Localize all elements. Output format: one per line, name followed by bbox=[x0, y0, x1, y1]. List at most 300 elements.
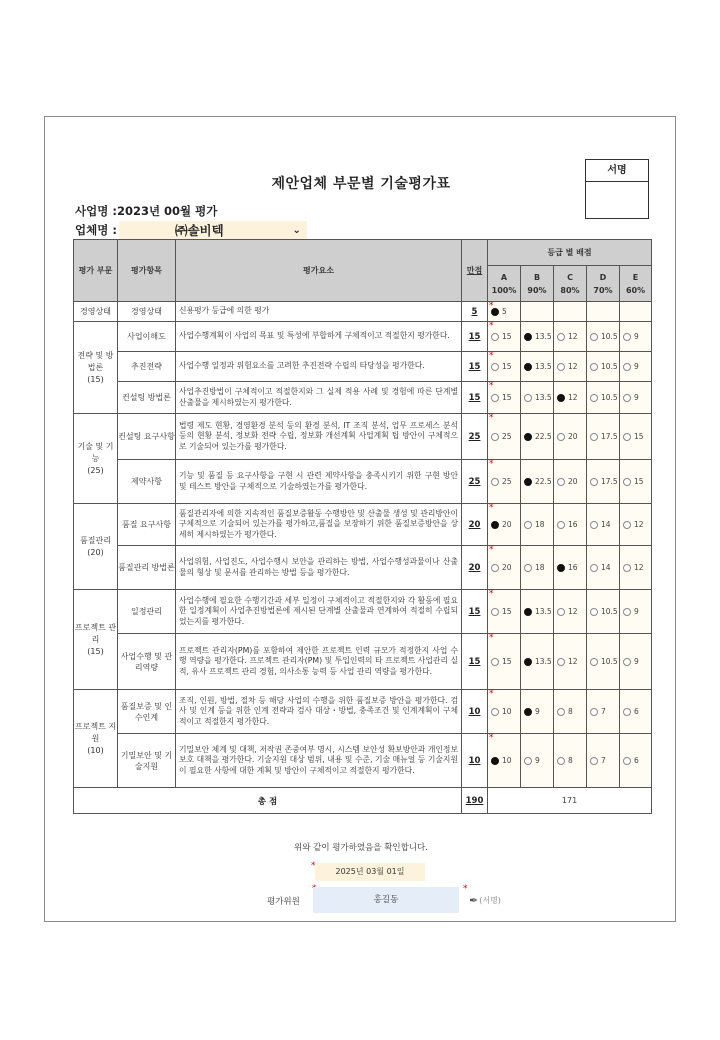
header-grade-d bbox=[587, 266, 620, 302]
grade-percent: 80% bbox=[560, 285, 580, 295]
category-cell bbox=[74, 414, 118, 504]
grade-option[interactable] bbox=[554, 756, 586, 765]
element-cell: 기능 및 품질 등 요구사항을 구현 시 관련 제약사항을 충족시키기 위한 구현 방안 및 테스트 방안을 구체적으로 기술하였는가를 평가한다. bbox=[176, 460, 462, 504]
grade-cell bbox=[620, 690, 652, 734]
radio-button[interactable] bbox=[524, 658, 532, 666]
grade-option[interactable] bbox=[587, 607, 619, 616]
grade-cell bbox=[554, 734, 587, 788]
grade-cell bbox=[587, 734, 620, 788]
business-name-line bbox=[75, 203, 217, 219]
radio-button[interactable] bbox=[524, 394, 532, 402]
table-row bbox=[74, 690, 652, 734]
header-category: 평가 부문 bbox=[74, 240, 118, 302]
grade-cell bbox=[521, 546, 554, 590]
header-element: 평가요소 bbox=[176, 240, 462, 302]
grade-option-label: 13.5 bbox=[535, 362, 552, 371]
grade-option[interactable] bbox=[521, 607, 553, 616]
radio-button[interactable] bbox=[590, 433, 598, 441]
grade-option-label: 9 bbox=[535, 707, 540, 716]
category-name: 품질관리 bbox=[80, 535, 111, 545]
grade-option-label: 9 bbox=[634, 332, 639, 341]
grade-cell bbox=[521, 634, 554, 690]
radio-button[interactable] bbox=[524, 478, 532, 486]
grade-cell bbox=[620, 590, 652, 634]
radio-button[interactable] bbox=[557, 708, 565, 716]
table-row bbox=[74, 352, 652, 382]
element-cell: 사업추진방법이 구체적이고 적절한지와 그 실제 적용 사례 및 경험에 따른 단계별 산출물을 제시하였는지 평가한다. bbox=[176, 382, 462, 414]
radio-button[interactable] bbox=[491, 433, 499, 441]
total-score: 171 bbox=[488, 788, 652, 814]
grade-option-label: 12 bbox=[568, 657, 578, 666]
grade-cell bbox=[587, 504, 620, 546]
table-row bbox=[74, 414, 652, 460]
grade-option-label: 7 bbox=[601, 756, 606, 765]
required-mark: * bbox=[489, 321, 494, 331]
grade-option[interactable] bbox=[521, 756, 553, 765]
grade-option[interactable] bbox=[587, 393, 619, 402]
grade-option[interactable] bbox=[488, 332, 520, 341]
grade-option[interactable] bbox=[488, 607, 520, 616]
company-select-value: ㈜솔비텍 bbox=[174, 223, 224, 238]
grade-option[interactable] bbox=[554, 707, 586, 716]
table-row bbox=[74, 634, 652, 690]
grade-option-label: 15 bbox=[502, 362, 512, 371]
table-row bbox=[74, 546, 652, 590]
radio-button[interactable] bbox=[623, 658, 631, 666]
max-score-cell: 10 bbox=[462, 734, 488, 788]
element-cell: 사업위험, 사업진도, 사업수행시 보안을 관리하는 방법, 사업수행성과물이나 산출물의 형상 및 문서를 관리하는 방법 등을 평가한다. bbox=[176, 546, 462, 590]
radio-button[interactable] bbox=[557, 564, 565, 572]
grade-cell bbox=[587, 352, 620, 382]
grade-cell bbox=[587, 546, 620, 590]
grade-option-label: 10 bbox=[502, 707, 512, 716]
grade-option-label: 15 bbox=[502, 393, 512, 402]
evaluator-label: 평가위원 bbox=[267, 897, 300, 907]
category-weight: (25) bbox=[87, 465, 104, 475]
grade-option[interactable] bbox=[521, 520, 553, 529]
pen-icon: ✒ bbox=[469, 893, 479, 907]
item-cell: 품질관리 방법론 bbox=[118, 546, 176, 590]
grade-option-label: 15 bbox=[634, 432, 644, 441]
grade-option-label: 6 bbox=[634, 756, 639, 765]
grade-cell bbox=[488, 504, 521, 546]
category-cell bbox=[74, 322, 118, 414]
element-cell: 사업수행계획이 사업의 목표 및 특성에 부합하게 구체적이고 적절한지 평가한다. bbox=[176, 322, 462, 352]
grade-option-label: 13.5 bbox=[535, 657, 552, 666]
item-cell: 기밀보안 및 기술지원 bbox=[118, 734, 176, 788]
category-weight: (15) bbox=[87, 646, 104, 656]
max-score-cell: 20 bbox=[462, 546, 488, 590]
grade-option-label: 22.5 bbox=[535, 477, 552, 486]
radio-button[interactable] bbox=[491, 757, 499, 765]
grade-option-label: 8 bbox=[568, 707, 573, 716]
grade-cell bbox=[521, 414, 554, 460]
grade-option[interactable] bbox=[488, 563, 520, 572]
grade-option[interactable] bbox=[587, 563, 619, 572]
element-cell: 사업수행 일정과 위험요소를 고려한 추진전략 수립의 타당성을 평가한다. bbox=[176, 352, 462, 382]
header-grade-group: 등급 별 배점 bbox=[488, 240, 652, 266]
grade-cell bbox=[521, 690, 554, 734]
category-cell bbox=[74, 504, 118, 590]
radio-button[interactable] bbox=[524, 608, 532, 616]
item-cell: 컨설팅 요구사항 bbox=[118, 414, 176, 460]
grade-cell bbox=[587, 634, 620, 690]
grade-cell bbox=[521, 322, 554, 352]
grade-percent: 70% bbox=[593, 285, 613, 295]
grade-option-label: 15 bbox=[502, 607, 512, 616]
grade-option[interactable] bbox=[521, 362, 553, 371]
signature-box bbox=[585, 159, 649, 219]
max-score-cell: 15 bbox=[462, 352, 488, 382]
radio-button[interactable] bbox=[524, 433, 532, 441]
grade-option[interactable] bbox=[620, 657, 651, 666]
radio-button[interactable] bbox=[590, 757, 598, 765]
grade-cell bbox=[554, 460, 587, 504]
grade-option[interactable] bbox=[488, 432, 520, 441]
grade-option[interactable] bbox=[554, 332, 586, 341]
grade-option-label: 12 bbox=[634, 520, 644, 529]
grade-option[interactable] bbox=[620, 432, 651, 441]
table-row bbox=[74, 302, 652, 322]
grade-option[interactable] bbox=[521, 477, 553, 486]
radio-button[interactable] bbox=[491, 363, 499, 371]
grade-option-label: 17.5 bbox=[601, 477, 618, 486]
confirm-text: 위와 같이 평가하였음을 확인합니다. bbox=[294, 843, 428, 853]
grade-option-label: 18 bbox=[535, 520, 545, 529]
element-cell: 조직, 인원, 방법, 절차 등 해당 사업의 수행을 위한 품질보증 방안을 평가한다. 검사 및 인계 등을 위한 인계 전략과 검사 대상・방법, 충족조건 및 인계계획이 구체적이고 적절한지 평가한다. bbox=[176, 690, 462, 734]
grade-option[interactable] bbox=[587, 707, 619, 716]
grade-percent: 60% bbox=[625, 285, 646, 295]
grade-cell bbox=[521, 504, 554, 546]
table-row bbox=[74, 382, 652, 414]
header-item: 평가항목 bbox=[118, 240, 176, 302]
grade-cell bbox=[554, 690, 587, 734]
grade-option-label: 10.5 bbox=[601, 657, 618, 666]
grade-option-label: 20 bbox=[502, 563, 512, 572]
radio-button[interactable] bbox=[524, 564, 532, 572]
category-cell bbox=[74, 590, 118, 690]
radio-button[interactable] bbox=[590, 608, 598, 616]
radio-button[interactable] bbox=[491, 708, 499, 716]
radio-button[interactable] bbox=[590, 478, 598, 486]
grade-cell bbox=[587, 382, 620, 414]
radio-button[interactable] bbox=[491, 658, 499, 666]
evaluation-table bbox=[73, 239, 652, 814]
required-mark: * bbox=[463, 884, 468, 894]
required-mark: * bbox=[489, 351, 494, 361]
max-score-cell: 15 bbox=[462, 322, 488, 352]
grade-cell bbox=[587, 590, 620, 634]
category-cell bbox=[74, 302, 118, 322]
radio-button[interactable] bbox=[524, 333, 532, 341]
grade-letter: A bbox=[500, 272, 508, 282]
max-score-cell: 25 bbox=[462, 460, 488, 504]
radio-button[interactable] bbox=[557, 433, 565, 441]
grade-option[interactable] bbox=[488, 520, 520, 529]
total-row bbox=[74, 788, 652, 814]
grade-option-label: 12 bbox=[568, 362, 578, 371]
category-name: 프로젝트 관리 bbox=[74, 622, 117, 644]
grade-option[interactable] bbox=[554, 563, 586, 572]
required-mark: * bbox=[489, 381, 494, 391]
grade-option[interactable] bbox=[587, 520, 619, 529]
grade-option[interactable] bbox=[521, 332, 553, 341]
radio-button[interactable] bbox=[590, 394, 598, 402]
grade-option[interactable] bbox=[587, 477, 619, 486]
radio-button[interactable] bbox=[524, 708, 532, 716]
max-score-cell: 15 bbox=[462, 382, 488, 414]
grade-option[interactable] bbox=[587, 332, 619, 341]
header-grade-e bbox=[620, 266, 652, 302]
grade-cell bbox=[620, 352, 652, 382]
radio-button[interactable] bbox=[623, 478, 631, 486]
grade-option-label: 10.5 bbox=[601, 393, 618, 402]
category-name: 기술 및 기능 bbox=[77, 441, 114, 463]
grade-option-label: 9 bbox=[634, 393, 639, 402]
grade-option-label: 16 bbox=[568, 563, 578, 572]
grade-cell bbox=[587, 302, 620, 322]
grade-option[interactable] bbox=[620, 607, 651, 616]
element-cell: 법령 제도 현황, 경영환경 분석 등의 환경 분석, IT 조직 분석, 업무 프로세스 분석 등의 현황 분석, 정보화 전략 수립, 정보화 개선계획 사업계획 팁 방안이 구체적으로 기술되어 있는가를 평가한다. bbox=[176, 414, 462, 460]
radio-button[interactable] bbox=[623, 608, 631, 616]
company-line bbox=[75, 221, 307, 239]
radio-button[interactable] bbox=[491, 608, 499, 616]
category-weight: (15) bbox=[87, 374, 104, 384]
radio-button[interactable] bbox=[491, 521, 499, 529]
radio-button[interactable] bbox=[524, 757, 532, 765]
grade-option-label: 7 bbox=[601, 707, 606, 716]
grade-cell bbox=[521, 352, 554, 382]
grade-cell bbox=[521, 734, 554, 788]
category-weight: (20) bbox=[87, 547, 104, 557]
item-cell: 경영상태 bbox=[118, 302, 176, 322]
grade-cell bbox=[620, 504, 652, 546]
grade-option-label: 15 bbox=[502, 657, 512, 666]
grade-cell bbox=[488, 590, 521, 634]
element-cell: 프로젝트 관리자(PM)를 포함하여 제안한 프로젝트 인력 규모가 적정한지 사업 수행 역량을 평가한다. 프로젝트 관리자(PM) 및 투입인력의 타 프로젝트 사업관리 실적, 유사 프로젝트 관리 경험, 의사소통 능력 등 사업 관리 역량을 평가한다. bbox=[176, 634, 462, 690]
radio-button[interactable] bbox=[557, 394, 565, 402]
grade-cell bbox=[587, 690, 620, 734]
radio-button[interactable] bbox=[623, 433, 631, 441]
table-row bbox=[74, 590, 652, 634]
required-mark: * bbox=[311, 861, 316, 871]
company-label: 업체명 : bbox=[75, 223, 117, 237]
grade-option-label: 10.5 bbox=[601, 362, 618, 371]
grade-cell bbox=[488, 302, 521, 322]
grade-option-label: 25 bbox=[502, 432, 512, 441]
grade-option[interactable] bbox=[488, 756, 520, 765]
evaluator-name-field[interactable]: 홍길동 bbox=[313, 887, 459, 913]
radio-button[interactable] bbox=[491, 478, 499, 486]
grade-option[interactable] bbox=[554, 393, 586, 402]
grade-option[interactable] bbox=[488, 707, 520, 716]
grade-option[interactable] bbox=[521, 393, 553, 402]
total-max-score: 190 bbox=[462, 788, 488, 814]
grade-option[interactable] bbox=[587, 657, 619, 666]
grade-option-label: 8 bbox=[568, 756, 573, 765]
grade-option-label: 15 bbox=[634, 477, 644, 486]
total-label: 총 점 bbox=[74, 788, 462, 814]
grade-cell bbox=[620, 546, 652, 590]
radio-button[interactable] bbox=[623, 333, 631, 341]
radio-button[interactable] bbox=[623, 394, 631, 402]
grade-cell bbox=[521, 460, 554, 504]
grade-option[interactable] bbox=[620, 393, 651, 402]
header-grade-b bbox=[521, 266, 554, 302]
radio-button[interactable] bbox=[557, 478, 565, 486]
grade-option-label: 9 bbox=[535, 756, 540, 765]
grade-cell bbox=[488, 460, 521, 504]
table-row bbox=[74, 734, 652, 788]
grade-option[interactable] bbox=[488, 362, 520, 371]
grade-option[interactable] bbox=[587, 362, 619, 371]
grade-percent: 100% bbox=[491, 285, 517, 295]
company-select[interactable] bbox=[119, 221, 307, 239]
grade-option[interactable] bbox=[554, 432, 586, 441]
radio-button[interactable] bbox=[557, 521, 565, 529]
grade-option[interactable] bbox=[554, 477, 586, 486]
grade-option-label: 12 bbox=[568, 332, 578, 341]
radio-button[interactable] bbox=[491, 394, 499, 402]
grade-option[interactable] bbox=[620, 362, 651, 371]
grade-percent: 90% bbox=[527, 285, 547, 295]
radio-button[interactable] bbox=[557, 658, 565, 666]
radio-button[interactable] bbox=[590, 333, 598, 341]
grade-cell bbox=[554, 546, 587, 590]
grade-option[interactable] bbox=[554, 362, 586, 371]
required-mark: * bbox=[489, 689, 494, 699]
grade-option[interactable] bbox=[554, 657, 586, 666]
max-score-cell: 25 bbox=[462, 414, 488, 460]
grade-option[interactable] bbox=[554, 607, 586, 616]
radio-button[interactable] bbox=[590, 363, 598, 371]
grade-option[interactable] bbox=[488, 393, 520, 402]
radio-button[interactable] bbox=[623, 564, 631, 572]
radio-button[interactable] bbox=[524, 363, 532, 371]
radio-button[interactable] bbox=[590, 658, 598, 666]
grade-cell bbox=[488, 322, 521, 352]
grade-option[interactable] bbox=[620, 520, 651, 529]
radio-button[interactable] bbox=[590, 564, 598, 572]
radio-button[interactable] bbox=[557, 757, 565, 765]
grade-option-label: 10.5 bbox=[601, 332, 618, 341]
header-grade-c bbox=[554, 266, 587, 302]
item-cell: 품질 요구사항 bbox=[118, 504, 176, 546]
required-mark: * bbox=[489, 413, 494, 423]
grade-option-label: 12 bbox=[568, 393, 578, 402]
grade-letter: C bbox=[567, 272, 573, 282]
grade-cell bbox=[554, 302, 587, 322]
required-mark: * bbox=[489, 459, 494, 469]
grade-cell bbox=[554, 414, 587, 460]
element-cell: 신용평가 등급에 의한 평가 bbox=[176, 302, 462, 322]
item-cell: 컨설팅 방법론 bbox=[118, 382, 176, 414]
grade-option-label: 13.5 bbox=[535, 332, 552, 341]
radio-button[interactable] bbox=[590, 708, 598, 716]
grade-option-label: 9 bbox=[634, 657, 639, 666]
evaluation-sheet bbox=[44, 116, 676, 922]
grade-option-label: 5 bbox=[502, 307, 507, 316]
grade-cell bbox=[554, 590, 587, 634]
grade-option-label: 12 bbox=[634, 563, 644, 572]
radio-button[interactable] bbox=[557, 363, 565, 371]
radio-button[interactable] bbox=[623, 708, 631, 716]
grade-option[interactable] bbox=[620, 707, 651, 716]
grade-option-label: 10.5 bbox=[601, 607, 618, 616]
signature-field[interactable] bbox=[469, 887, 513, 913]
max-score-cell: 15 bbox=[462, 590, 488, 634]
grade-option[interactable] bbox=[521, 432, 553, 441]
table-row bbox=[74, 322, 652, 352]
grade-option[interactable] bbox=[521, 563, 553, 572]
grade-option-label: 20 bbox=[568, 432, 578, 441]
item-cell: 사업수행 및 관리역량 bbox=[118, 634, 176, 690]
grade-letter: D bbox=[599, 272, 607, 282]
grade-cell bbox=[587, 322, 620, 352]
grade-option[interactable] bbox=[521, 707, 553, 716]
required-mark: * bbox=[489, 503, 494, 513]
radio-button[interactable] bbox=[557, 333, 565, 341]
radio-button[interactable] bbox=[623, 521, 631, 529]
grade-option[interactable] bbox=[620, 756, 651, 765]
grade-cell bbox=[554, 382, 587, 414]
radio-button[interactable] bbox=[623, 363, 631, 371]
grade-cell bbox=[488, 690, 521, 734]
grade-cell bbox=[554, 322, 587, 352]
grade-option-label: 13.5 bbox=[535, 607, 552, 616]
grade-letter: E bbox=[632, 272, 639, 282]
header-grade-a bbox=[488, 266, 521, 302]
radio-button[interactable] bbox=[557, 608, 565, 616]
grade-option[interactable] bbox=[554, 520, 586, 529]
grade-option-label: 20 bbox=[502, 520, 512, 529]
grade-option[interactable] bbox=[587, 432, 619, 441]
grade-cell bbox=[488, 382, 521, 414]
radio-button[interactable] bbox=[524, 521, 532, 529]
grade-option[interactable] bbox=[620, 563, 651, 572]
grade-option-label: 17.5 bbox=[601, 432, 618, 441]
grade-option-label: 18 bbox=[535, 563, 545, 572]
element-cell: 기밀보안 체계 및 대책, 저작권 존중여부 명시, 시스템 보안성 확보방안과 개인정보보호 대책을 평가한다. 기술지원 대상 범위, 내용 및 수준, 기술 매뉴얼 등 기술지원이 필요한 사항에 대한 계획 및 방안이 구체적이고 적절한지 평가한다. bbox=[176, 734, 462, 788]
grade-option[interactable] bbox=[587, 756, 619, 765]
grade-option-label: 15 bbox=[502, 332, 512, 341]
grade-cell bbox=[620, 634, 652, 690]
signature-placeholder: (서명) bbox=[479, 895, 501, 905]
grade-option[interactable] bbox=[488, 657, 520, 666]
grade-option-label: 10 bbox=[502, 756, 512, 765]
grade-cell bbox=[488, 546, 521, 590]
radio-button[interactable] bbox=[590, 521, 598, 529]
item-cell: 품질보증 및 인수인계 bbox=[118, 690, 176, 734]
radio-button[interactable] bbox=[491, 333, 499, 341]
grade-cell bbox=[488, 634, 521, 690]
page-title: 제안업체 부문별 기술평가표 bbox=[271, 176, 451, 192]
grade-option[interactable] bbox=[620, 332, 651, 341]
grade-option[interactable] bbox=[521, 657, 553, 666]
radio-button[interactable] bbox=[623, 757, 631, 765]
element-cell: 품질관리자에 의한 지속적인 품질보증활동 수행방안 및 산출물 생성 및 관리방안이 구체적으로 기술되어 있는가를 평가하고,품질을 보장하기 위한 품질보증방안을 상세히 제시하였는가 평가한다. bbox=[176, 504, 462, 546]
radio-button[interactable] bbox=[491, 564, 499, 572]
category-name: 프로젝트 지원 bbox=[74, 721, 117, 743]
grade-cell bbox=[620, 302, 652, 322]
grade-cell bbox=[554, 504, 587, 546]
grade-option[interactable] bbox=[620, 477, 651, 486]
grade-cell bbox=[620, 382, 652, 414]
date-field[interactable]: 2025년 03월 01일 bbox=[315, 863, 425, 881]
grade-cell bbox=[521, 302, 554, 322]
grade-cell bbox=[554, 352, 587, 382]
grade-option[interactable] bbox=[488, 477, 520, 486]
